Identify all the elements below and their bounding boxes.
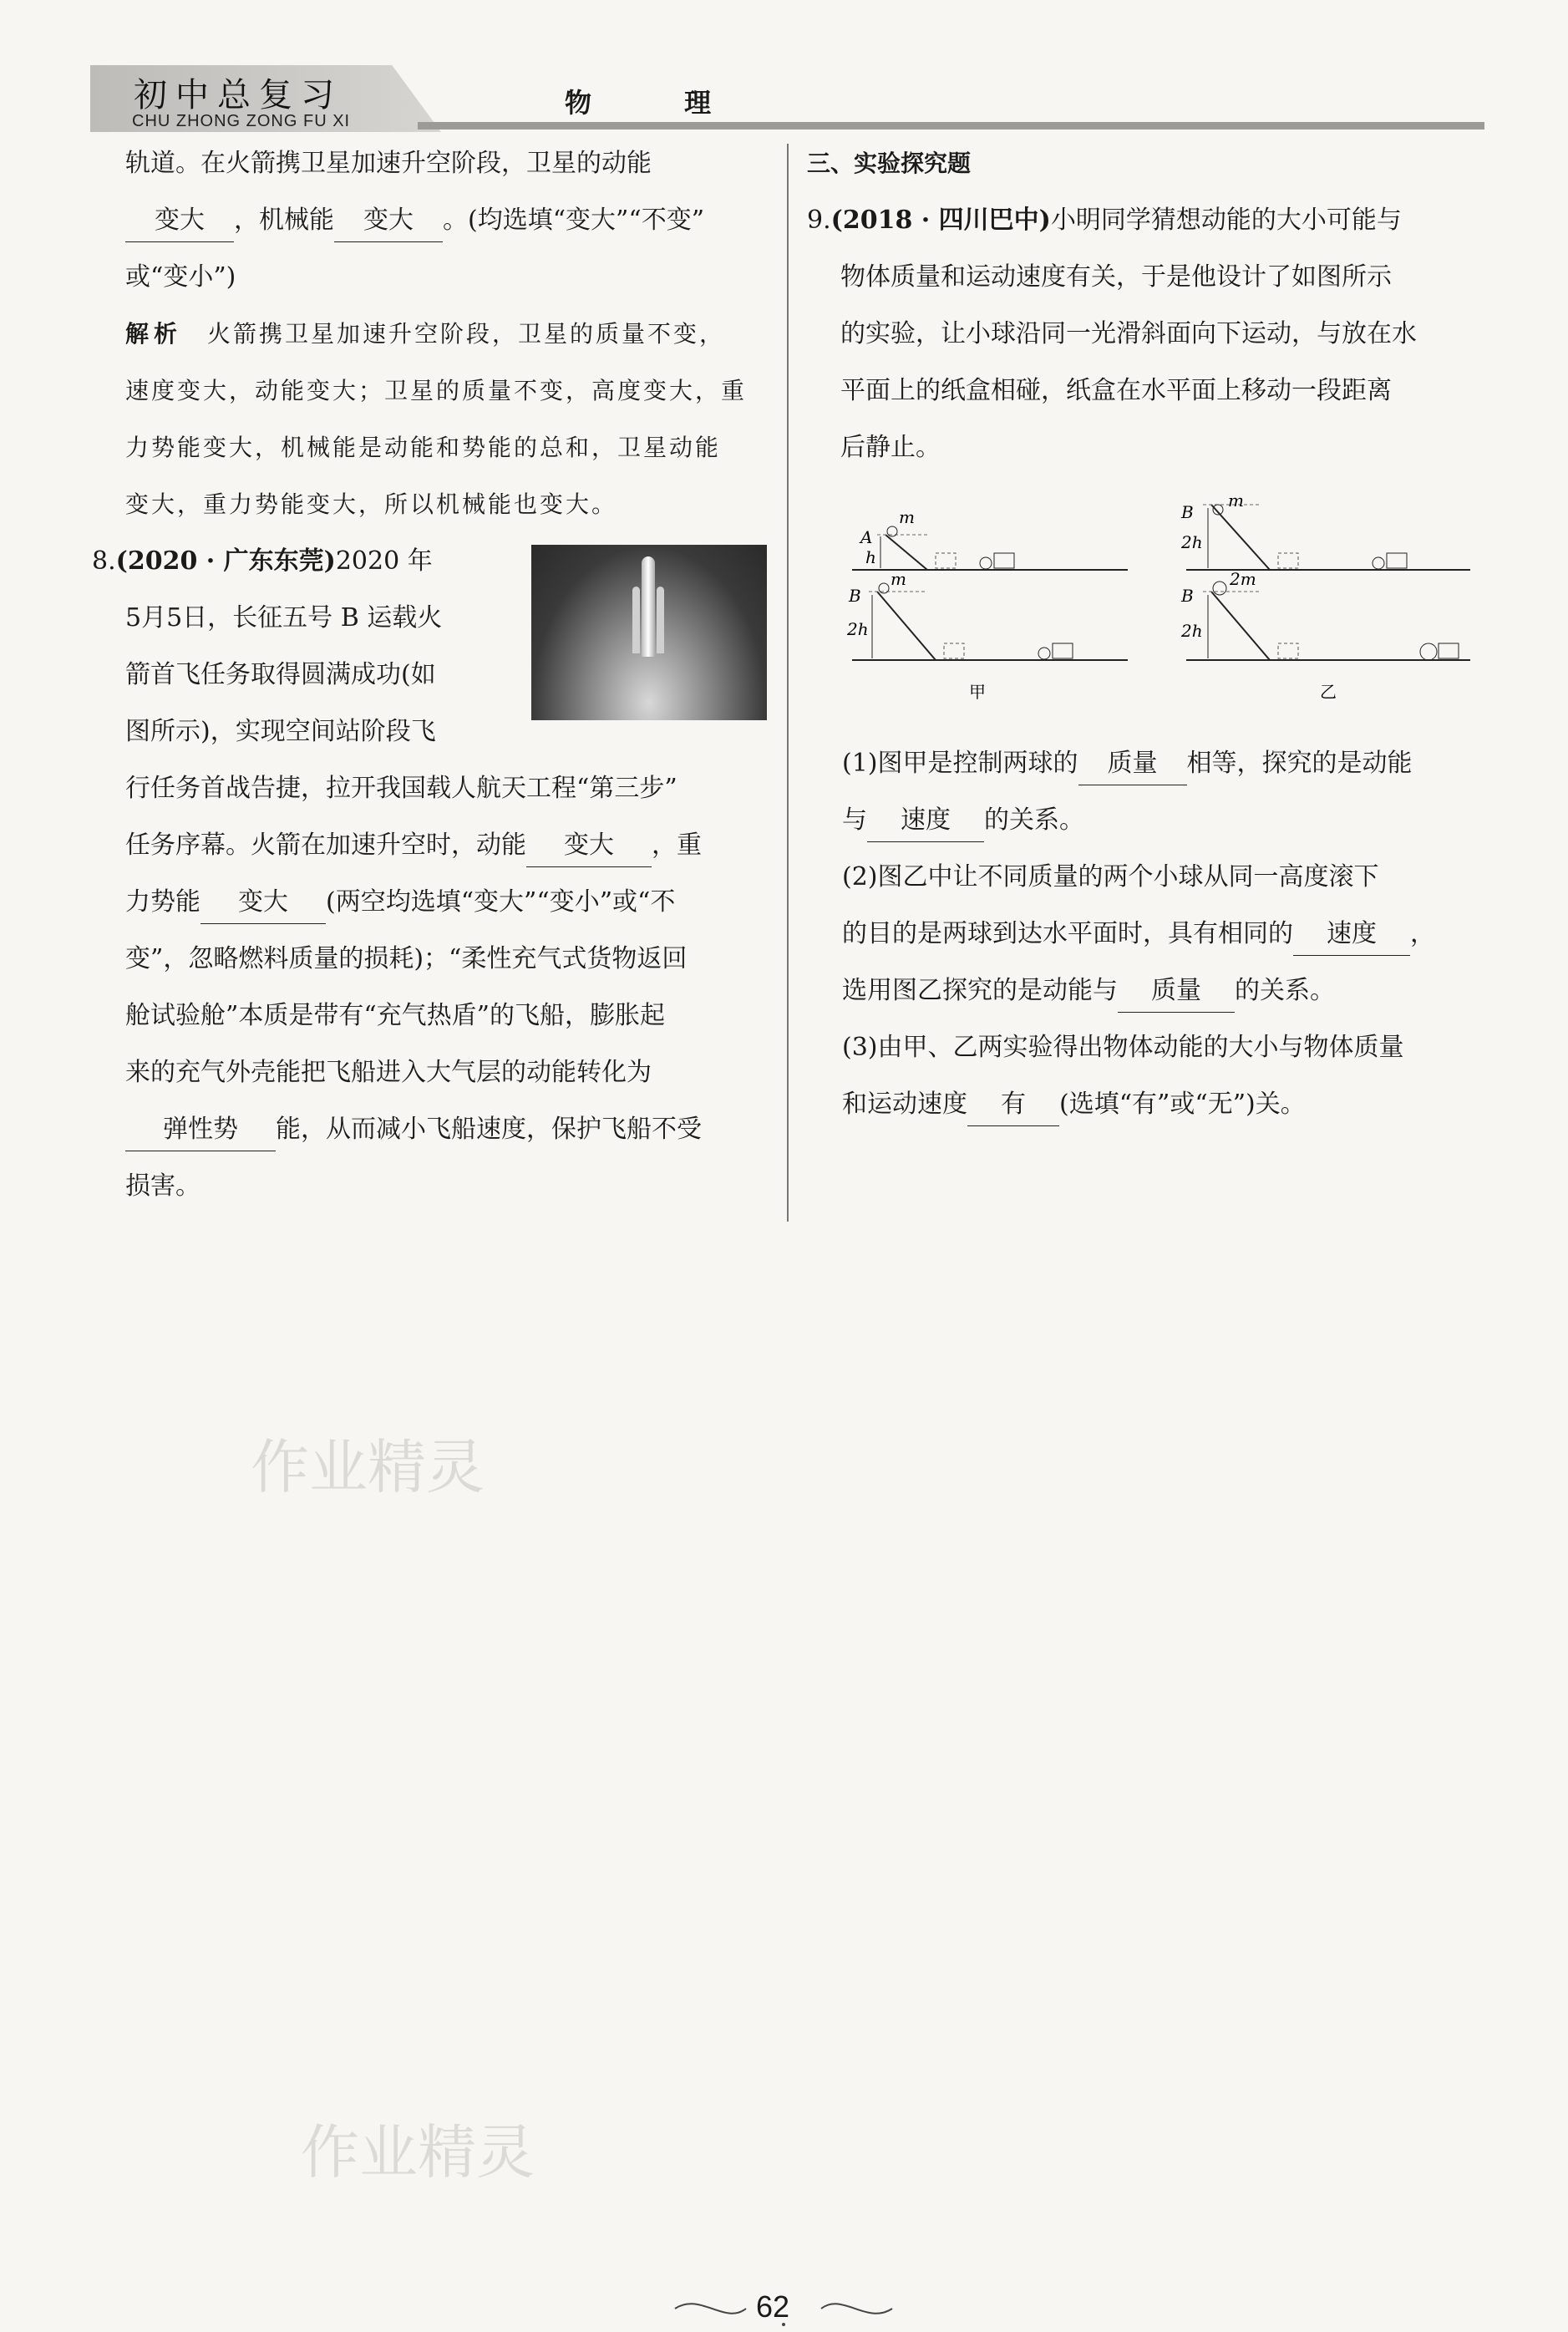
sub2-line3-pre: 选用图乙探究的是动能与 (842, 976, 1118, 1005)
label-2h-yi-bottom: 2h (1181, 621, 1203, 641)
watermark-2: 作业精灵 (301, 2118, 535, 2187)
watermark-1: 作业精灵 (251, 1433, 485, 1501)
q8-line-8: 变”，忽略燃料质量的损耗)；“柔性充气式货物返回 (125, 944, 688, 973)
sub3-line2-pre: 和运动速度 (842, 1090, 967, 1119)
column-divider (787, 144, 789, 1222)
q8-answer-1: 变大 (526, 825, 652, 867)
q9-sub2-line-1: (2)图乙中让不同质量的两个小球从同一高度滚下 (842, 862, 1379, 892)
q8-source: (2020 · 广东东莞) (115, 546, 336, 576)
sub1-answer-2: 速度 (867, 800, 984, 842)
q8-number: 8. (92, 546, 116, 576)
q8-answer-2: 变大 (200, 881, 326, 924)
q8-line-1 (92, 533, 510, 590)
sub2-answer-2: 质量 (1118, 970, 1235, 1013)
q9-line-5: 后静止。 (840, 433, 941, 462)
q9-line1-tail: 小明同学猜想动能的大小可能与 (1050, 206, 1402, 235)
q8-line11-tail: 能，从而减小飞船速度，保护飞船不受 (276, 1115, 702, 1144)
q7-answer-2: 变大 (334, 200, 443, 242)
q9-sub2-line-3 (842, 963, 1510, 1019)
rocket-launch-photo (531, 545, 767, 720)
label-yi: 乙 (1320, 682, 1337, 702)
explanation-line-4: 变大，重力势能变大，所以机械能也变大。 (125, 490, 618, 518)
q8-line-5: 行任务首战告捷，拉开我国载人航天工程“第三步” (125, 774, 677, 803)
label-2h-yi-top: 2h (1181, 532, 1203, 552)
sub1-pre: (1)图甲是控制两球的 (842, 749, 1078, 778)
q7-line-1: 轨道。在火箭携卫星加速升空阶段，卫星的动能 (125, 149, 652, 178)
q9-source: (2018 · 四川巴中) (830, 206, 1051, 235)
experiment-figure (844, 490, 1479, 710)
explanation-label: 解析 (125, 320, 183, 348)
q8-line1-tail: 2020 年 (335, 546, 433, 576)
q9-sub1-line-2 (842, 792, 1510, 849)
sub3-answer: 有 (967, 1084, 1059, 1126)
q8-answer-3: 弹性势 (125, 1109, 276, 1151)
right-column-top (807, 135, 1500, 476)
q9-number: 9. (807, 206, 831, 235)
sub2-line3-tail: 的关系。 (1235, 976, 1335, 1005)
q8-line7-pre: 力势能 (125, 887, 200, 917)
sub2-line2-tail: ， (1410, 919, 1435, 948)
sub1-tail: 相等，探究的是动能 (1186, 749, 1413, 778)
sub1-answer-1: 质量 (1078, 743, 1187, 785)
left-column (125, 135, 777, 533)
section-title: 三、实验探究题 (807, 150, 972, 177)
q8-line6-tail: ，重 (652, 831, 702, 860)
explanation-line-1 (125, 306, 777, 363)
q8-line-12: 损害。 (125, 1171, 200, 1201)
q7-line-2 (125, 192, 777, 249)
q8-line-4: 图所示)，实现空间站阶段飞 (125, 717, 436, 746)
rocket-body (642, 556, 655, 657)
label-B-yi-bottom: B (1181, 586, 1194, 606)
fig-yi-top (1180, 490, 1470, 570)
label-B-jia: B (849, 586, 861, 606)
q9-sub1-line-1 (842, 735, 1510, 792)
label-jia: 甲 (969, 682, 986, 702)
label-m-yi: m (1228, 490, 1244, 511)
q8-line-9: 舱试验舱”本质是带有“充气热盾”的飞船，膨胀起 (125, 1001, 666, 1030)
sub2-line2-pre: 的目的是两球到达水平面时，具有相同的 (842, 919, 1293, 948)
q7-text-mid: ，机械能 (234, 206, 334, 235)
q7-line-3: 或“变小”) (125, 262, 236, 292)
label-m-jia-top: m (899, 507, 915, 527)
label-h-jia: h (865, 547, 876, 567)
q9-sub3-line-1: (3)由甲、乙两实验得出物体动能的大小与物体质量 (842, 1033, 1404, 1062)
label-A-jia: A (860, 527, 873, 547)
explanation-line-3: 力势能变大，机械能是动能和势能的总和，卫星动能 (125, 434, 722, 461)
q8-block-narrow (92, 533, 510, 760)
book-title: 初中总复习 (134, 76, 343, 114)
q9-sub2-line-2 (842, 906, 1510, 963)
fig-yi-bottom (1180, 569, 1470, 702)
q9-sub3-line-2 (842, 1076, 1510, 1133)
q8-line-2: 5月5日，长征五号 B 运载火 (125, 603, 443, 633)
explanation-line-2: 速度变大，动能变大；卫星的质量不变，高度变大，重 (125, 377, 748, 404)
rocket-booster-left (632, 587, 640, 653)
sub1-line2-tail: 的关系。 (984, 805, 1084, 835)
q8-block-wide (125, 760, 777, 1215)
q9-line-3: 的实验，让小球沿同一光滑斜面向下运动，与放在水 (840, 319, 1417, 348)
q9-line-4: 平面上的纸盒相碰，纸盒在水平面上移动一段距离 (840, 376, 1392, 405)
sub2-answer-1: 速度 (1293, 913, 1410, 956)
subject-title: 物 理 (565, 87, 754, 119)
q8-line7-tail: (两空均选填“变大”“变小”或“不 (326, 887, 676, 917)
page-number: 62 (756, 2289, 790, 2324)
q7-answer-1: 变大 (125, 200, 234, 242)
label-B-yi-top: B (1181, 502, 1194, 522)
fig-jia-bottom (846, 569, 1128, 702)
q8-line-7 (125, 874, 777, 931)
q9-line-2: 物体质量和运动速度有关，于是他设计了如图所示 (840, 262, 1392, 292)
label-2h-jia: 2h (847, 619, 869, 639)
q8-line-3: 箭首飞任务取得圆满成功(如 (125, 660, 436, 689)
label-m-jia-bottom: m (891, 569, 906, 589)
q8-line-10: 来的充气外壳能把飞船进入大气层的动能转化为 (125, 1058, 652, 1087)
header-rule (418, 122, 1484, 130)
q8-line-11 (125, 1101, 777, 1158)
q7-text-tail: 。(均选填“变大”“不变” (443, 206, 705, 235)
label-2m-yi: 2m (1230, 569, 1256, 589)
explanation-text-1: 火箭携卫星加速升空阶段，卫星的质量不变， (207, 320, 726, 348)
sub3-line2-tail: (选填“有”或“无”)关。 (1059, 1090, 1306, 1119)
fig-jia-top (852, 507, 1128, 570)
rocket-booster-right (657, 587, 664, 653)
q9-line-1 (807, 192, 1500, 249)
sub1-line2-pre: 与 (842, 805, 867, 835)
q8-line-6 (125, 817, 777, 874)
q8-line6-pre: 任务序幕。火箭在加速升空时，动能 (125, 831, 526, 860)
book-pinyin: CHU ZHONG ZONG FU XI (132, 112, 351, 130)
right-column-questions (842, 735, 1510, 1133)
